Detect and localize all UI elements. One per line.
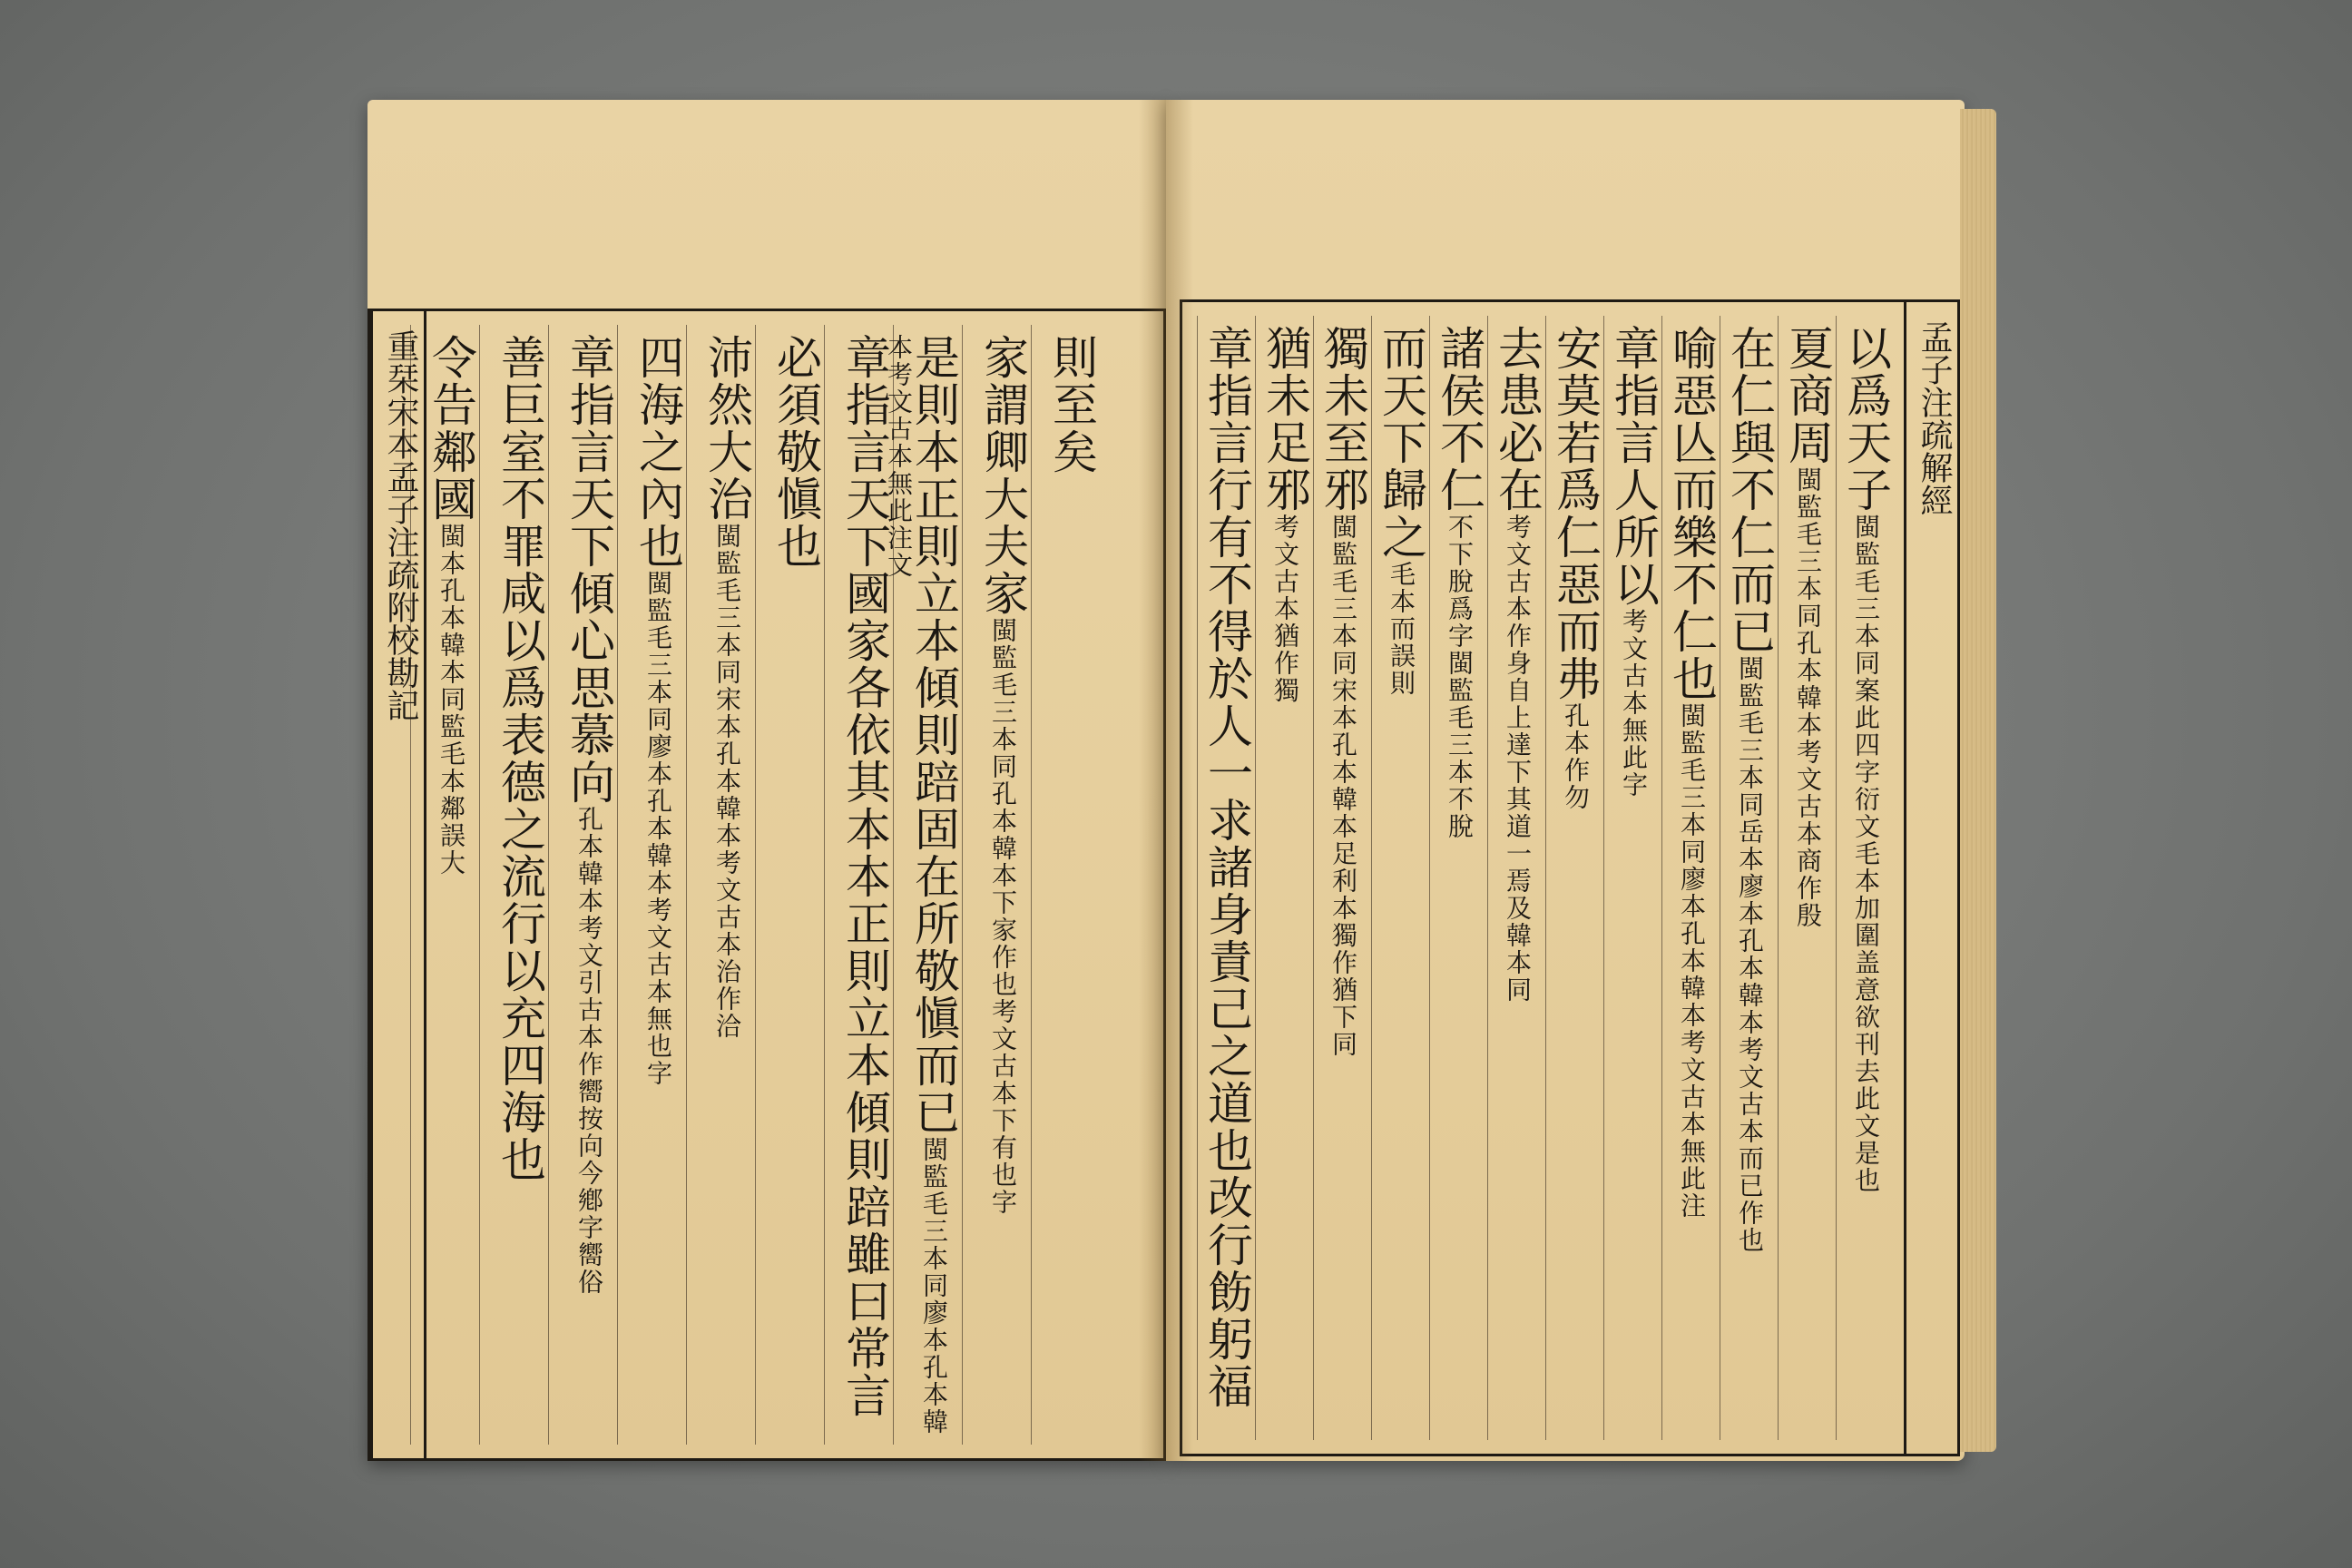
- column-main-text: 喻惡亾而樂不仁也: [1665, 325, 1718, 702]
- column-annotation: 閩監毛三本同宋本孔本韓本足利本獨作猶下同: [1328, 514, 1358, 1058]
- text-column: [1197, 316, 1255, 1440]
- column-annotation: 考文古本無此字: [1619, 608, 1649, 799]
- text-column: [1313, 316, 1371, 1440]
- column-annotation: 考文古本猶作獨: [1270, 514, 1300, 704]
- column-main-text: 善巨室不罪咸以爲表德之流行以充四海也: [494, 334, 546, 1183]
- text-column: [962, 325, 1031, 1445]
- text-column: [1255, 316, 1313, 1440]
- left-banxin-title: 重栞宋本孟子注疏附校勘記: [382, 329, 419, 721]
- text-column: [755, 325, 824, 1445]
- column-main-text: 沛然大治: [701, 334, 753, 523]
- column-annotation: 閩監毛三本同廖本孔本韓本考文古本無也字: [643, 570, 673, 1087]
- column-main-text: 章指言行有不得於人一求諸身責己之道也改行飭躬福: [1200, 325, 1253, 1410]
- left-page-text: [388, 325, 1100, 1445]
- text-column: [686, 325, 755, 1445]
- text-column: [1031, 325, 1100, 1445]
- text-column: [1661, 316, 1720, 1440]
- right-banxin-title: 孟子注疏解經: [1916, 320, 1953, 516]
- column-main-text: 則至矣: [1045, 334, 1098, 475]
- column-annotation: 閩監毛三本同宋本孔本韓本考文古本治作洽: [712, 523, 742, 1040]
- text-column: [410, 325, 479, 1445]
- column-main-text: 去患必在: [1491, 325, 1544, 514]
- column-main-text: 家謂卿大夫家: [976, 334, 1029, 617]
- text-column: [1429, 316, 1487, 1440]
- column-annotation: 考文古本作身自上達下其道一焉及韓本同: [1503, 514, 1533, 1004]
- column-annotation: 孔本作勿: [1561, 702, 1591, 811]
- column-annotation: 閩監毛三本同孔本韓本考文古本商作殷: [1793, 466, 1823, 929]
- right-page: [1166, 100, 1965, 1461]
- text-column: [884, 325, 962, 1445]
- column-annotation: 閩監毛三本同廖本孔本韓本考文古本無此注文: [884, 334, 949, 1436]
- left-page-frame: [368, 309, 1166, 1461]
- column-main-text: 夏商周: [1781, 325, 1834, 466]
- text-column: [1603, 316, 1661, 1440]
- text-column: [479, 325, 548, 1445]
- page-edges: [1960, 109, 1996, 1452]
- right-page-text: [1191, 316, 1894, 1440]
- column-annotation: 閩監毛三本同孔本韓本下家作也考文古本下有也字: [988, 617, 1018, 1216]
- right-page-frame: [1180, 299, 1960, 1456]
- text-column: [1371, 316, 1429, 1440]
- column-main-text: 獨未至邪: [1317, 325, 1369, 514]
- column-main-text: 章指言人所以: [1607, 325, 1660, 608]
- column-annotation: 閩監毛三本同案此四字衍文毛本加圍盖意欲刊去此文是也: [1851, 514, 1881, 1194]
- column-main-text: 諸侯不仁: [1433, 325, 1485, 514]
- left-page: [368, 100, 1166, 1461]
- book-gutter: [1139, 100, 1193, 1461]
- column-annotation: 孔本韓本考文引古本作嚮按向今鄕字嚮俗: [574, 806, 604, 1296]
- column-main-text: 四海之內也: [632, 334, 684, 570]
- text-column: [1720, 316, 1778, 1440]
- column-annotation: 不下脫爲字閩監毛三本不脫: [1445, 514, 1475, 840]
- column-main-text: 而天下歸之: [1375, 325, 1427, 561]
- column-main-text: 章指言天下國家各依其本本正則立本傾則踣雖曰常言: [838, 334, 891, 1419]
- text-column: [1487, 316, 1545, 1440]
- column-main-text: 令告鄰國: [425, 334, 477, 523]
- text-column: [1836, 316, 1894, 1440]
- column-main-text: 在仁與不仁而已: [1723, 325, 1776, 655]
- column-annotation: 毛本而誤則: [1387, 561, 1416, 697]
- column-annotation: 閩本孔本韓本同監毛本鄰誤大: [436, 523, 466, 877]
- column-annotation: 閩監毛三本同廖本孔本韓本考文古本無此注: [1677, 702, 1707, 1220]
- text-column: [824, 325, 893, 1445]
- text-column: [548, 325, 617, 1445]
- column-main-text: 安莫若爲仁惡而弗: [1549, 325, 1602, 702]
- text-column: [1545, 316, 1603, 1440]
- column-main-text: 以爲天子: [1839, 325, 1892, 514]
- column-annotation: 閩監毛三本同岳本廖本孔本韓本考文古本而已作也: [1735, 655, 1765, 1254]
- right-page-banxin: [1904, 302, 1960, 1454]
- text-column: [617, 325, 686, 1445]
- column-main-text: 章指言天下傾心思慕向: [563, 334, 615, 806]
- text-column: [1778, 316, 1836, 1440]
- column-main-text: 是則本正則立本傾則踣固在所敬愼而已: [907, 334, 960, 1136]
- open-book: [368, 100, 1992, 1461]
- column-main-text: 必須敬愼也: [769, 334, 822, 570]
- column-main-text: 猶未足邪: [1259, 325, 1311, 514]
